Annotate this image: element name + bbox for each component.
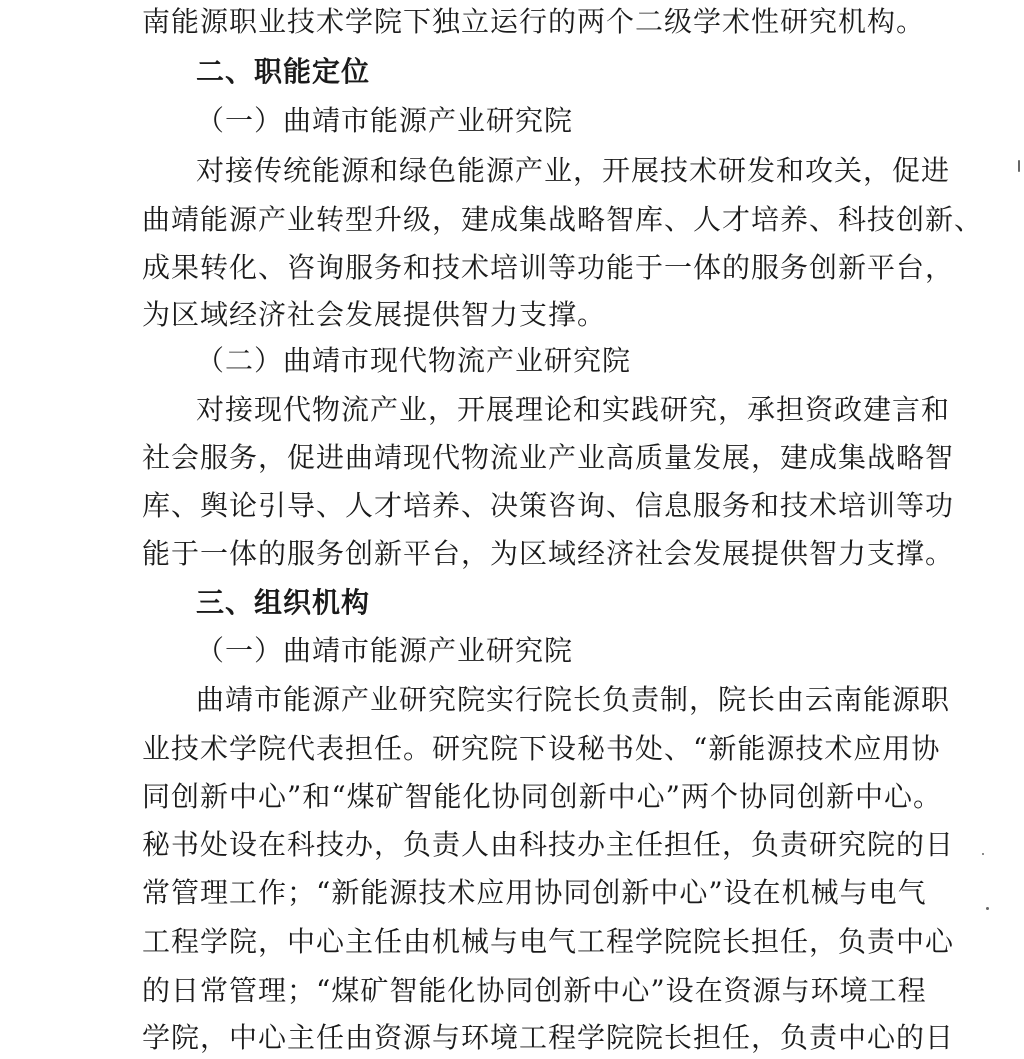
text-line: 南能源职业技术学院下独立运行的两个二级学术性研究机构。 xyxy=(142,5,926,38)
text-line: 对接传统能源和绿色能源产业，开展技术研发和攻关，促进 xyxy=(196,154,951,187)
text-line: 成果转化、咨询服务和技术培训等功能于一体的服务创新平台， xyxy=(142,251,955,284)
text-line: 曲靖市能源产业研究院实行院长负责制，院长由云南能源职 xyxy=(196,683,951,716)
text-line: 学院，中心主任由资源与环境工程学院院长担任，负责中心的日 xyxy=(142,1021,955,1054)
scan-speck xyxy=(982,853,984,855)
subsection-heading-logistics-institute: （二）曲靖市现代物流产业研究院 xyxy=(196,344,632,377)
text-line: 能于一体的服务创新平台，为区域经济社会发展提供智力支撑。 xyxy=(142,537,955,570)
subsection-heading-energy-institute: （一）曲靖市能源产业研究院 xyxy=(196,634,574,667)
text-line: 常管理工作；“新能源技术应用协同创新中心”设在机械与电气 xyxy=(142,876,927,909)
section-heading-organization: 三、组织机构 xyxy=(196,586,371,619)
text-line: 对接现代物流产业，开展理论和实践研究，承担资政建言和 xyxy=(196,393,951,426)
scan-speck xyxy=(986,907,989,910)
text-line: 同创新中心”和“煤矿智能化协同创新中心”两个协同创新中心。 xyxy=(142,780,942,813)
text-line: 业技术学院代表担任。研究院下设秘书处、“新能源技术应用协 xyxy=(142,732,941,765)
text-line: 的日常管理；“煤矿智能化协同创新中心”设在资源与环境工程 xyxy=(142,974,927,1007)
section-heading-functions: 二、职能定位 xyxy=(196,55,371,88)
text-line: 库、舆论引导、人才培养、决策咨询、信息服务和技术培训等功 xyxy=(142,489,955,522)
text-line: 为区域经济社会发展提供智力支撑。 xyxy=(142,298,607,331)
text-line: 曲靖能源产业转型升级，建成集战略智库、人才培养、科技创新、 xyxy=(142,203,984,236)
scan-speck xyxy=(1018,160,1020,172)
text-line: 社会服务，促进曲靖现代物流业产业高质量发展，建成集战略智 xyxy=(142,441,955,474)
subsection-heading-energy-institute: （一）曲靖市能源产业研究院 xyxy=(196,104,574,137)
text-line: 工程学院，中心主任由机械与电气工程学院院长担任，负责中心 xyxy=(142,925,955,958)
text-line: 秘书处设在科技办，负责人由科技办主任担任，负责研究院的日 xyxy=(142,828,955,861)
